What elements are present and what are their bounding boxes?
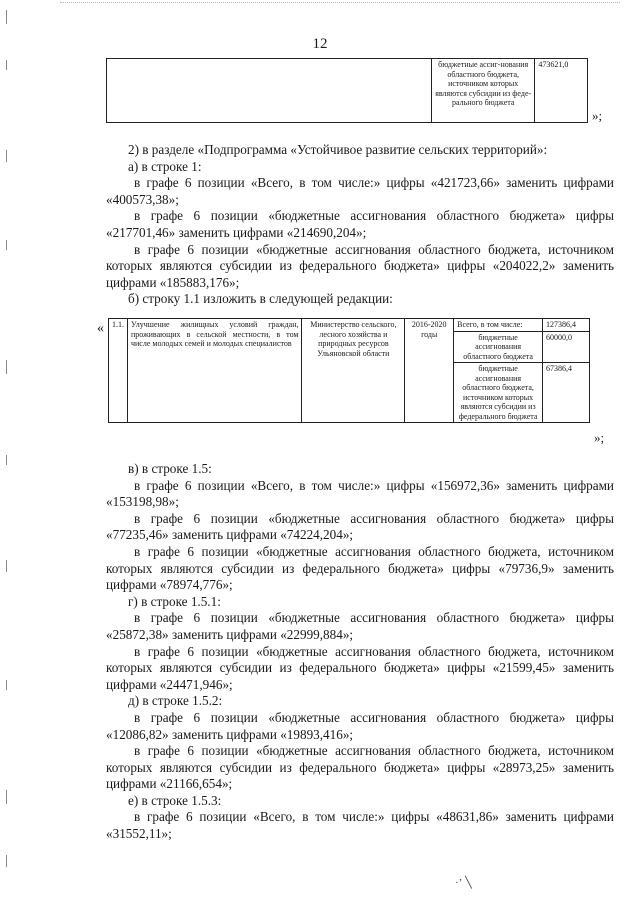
paragraph: в графе 6 позиции «бюджетные ассигнования областного бюджета, источником которых являются субсидии из федерального бюджета» цифры «204022,2» заменить цифрами «185883,176»; <box>106 241 614 290</box>
table2-close-quote: »; <box>594 430 605 445</box>
paragraph: в графе 6 позиции «Всего, в том числе:» цифры «156972,36» заменить цифрами «153198,98»; <box>106 477 614 510</box>
paragraph: в графе 6 позиции «бюджетные ассигнования областного бюджета» цифры «25872,38» заменить цифрами «22999,884»; <box>106 610 614 642</box>
paragraph: д) в строке 1.5.2: <box>128 693 223 709</box>
paragraph: е) в строке 1.5.3: <box>128 792 222 808</box>
funding-value-cell: 127386,4 <box>543 319 590 332</box>
executor-cell: Министерство сельского, лесного хозяйства и природных ресурсов Ульяновской области <box>302 319 405 423</box>
funding-label-cell: Всего, в том числе: <box>454 319 543 332</box>
paragraph: б) строку 1.1 изложить в следующей редакции: <box>128 291 393 307</box>
paragraph: 2) в разделе «Подпрограмма «Устойчивое развитие сельских территорий»: <box>128 142 548 157</box>
page-number: 12 <box>312 36 328 52</box>
table-empty-cell <box>107 59 432 123</box>
paragraph: а) в строке 1: <box>128 158 202 174</box>
paragraph: в графе 6 позиции «бюджетные ассигнования областного бюджета, источником которых являются субсидии из федерального бюджета» цифры «28973,25» заменить цифрами «21166,654»; <box>106 743 614 792</box>
paragraph: в графе 6 позиции «Всего, в том числе:» цифры «421723,66» заменить цифрами «400573,38»; <box>106 175 614 207</box>
paragraph: в графе 6 позиции «Всего, в том числе:» цифры «48631,86» заменить цифрами «31552,11»; <box>106 809 614 842</box>
table-value-cell: 473621,0 <box>535 59 588 123</box>
paragraph: в графе 6 позиции «бюджетные ассигнования областного бюджета, источником которых являются субсидии из федерального бюджета» цифры «21599,45» заменить цифрами «24471,946»; <box>106 643 614 692</box>
table-continued-row <box>106 58 588 123</box>
funding-label-cell: бюджетные ассигнования областного бюджета <box>454 331 543 363</box>
binding-margin-marks <box>6 0 10 905</box>
paragraph: в графе 6 позиции «бюджетные ассигнования областного бюджета» цифры «12086,82» заменить цифрами «19893,416»; <box>106 709 614 742</box>
text-block-2 <box>106 461 614 843</box>
table-row-1-1 <box>108 318 590 423</box>
table-desc-cell: бюджетные ассиг-нования областного бюджета, источником которых являются субсидии из феде-рального бюджета <box>432 59 535 123</box>
paragraph: в графе 6 позиции «бюджетные ассигнования областного бюджета, источником которых являются субсидии из федерального бюджета» цифры «79736,9» заменить цифрами «78974,776»; <box>106 543 614 593</box>
row-number-cell: 1.1. <box>109 319 128 423</box>
scan-edge-line <box>60 2 620 4</box>
funding-value-cell: 60000,0 <box>543 331 590 363</box>
measure-name-cell: Улучшение жилищных условий граждан, проживающих в сельской местности, в том числе молодых семей и молодых специалистов <box>128 319 302 423</box>
funding-value-cell: 67386,4 <box>543 363 590 423</box>
scan-artifact-mark: ·ʼ ╲ <box>455 877 472 889</box>
paragraph: г) в строке 1.5.1: <box>128 593 221 609</box>
table2-open-quote: « <box>97 321 104 336</box>
paragraph: в графе 6 позиции «бюджетные ассигнования областного бюджета» цифры «217701,46» заменить цифрами «214690,204»; <box>106 208 614 240</box>
table1-close-quote: »; <box>592 108 603 123</box>
paragraph: в графе 6 позиции «бюджетные ассигнования областного бюджета» цифры «77235,46» заменить цифрами «74224,204»; <box>106 510 614 543</box>
text-block-1 <box>106 142 614 308</box>
years-cell: 2016-2020 годы <box>405 319 454 423</box>
paragraph: в) в строке 1.5: <box>128 461 212 476</box>
funding-label-cell: бюджетные ассигнования областного бюджета, источником которых являются субсидии из федерального бюджета <box>454 363 543 423</box>
